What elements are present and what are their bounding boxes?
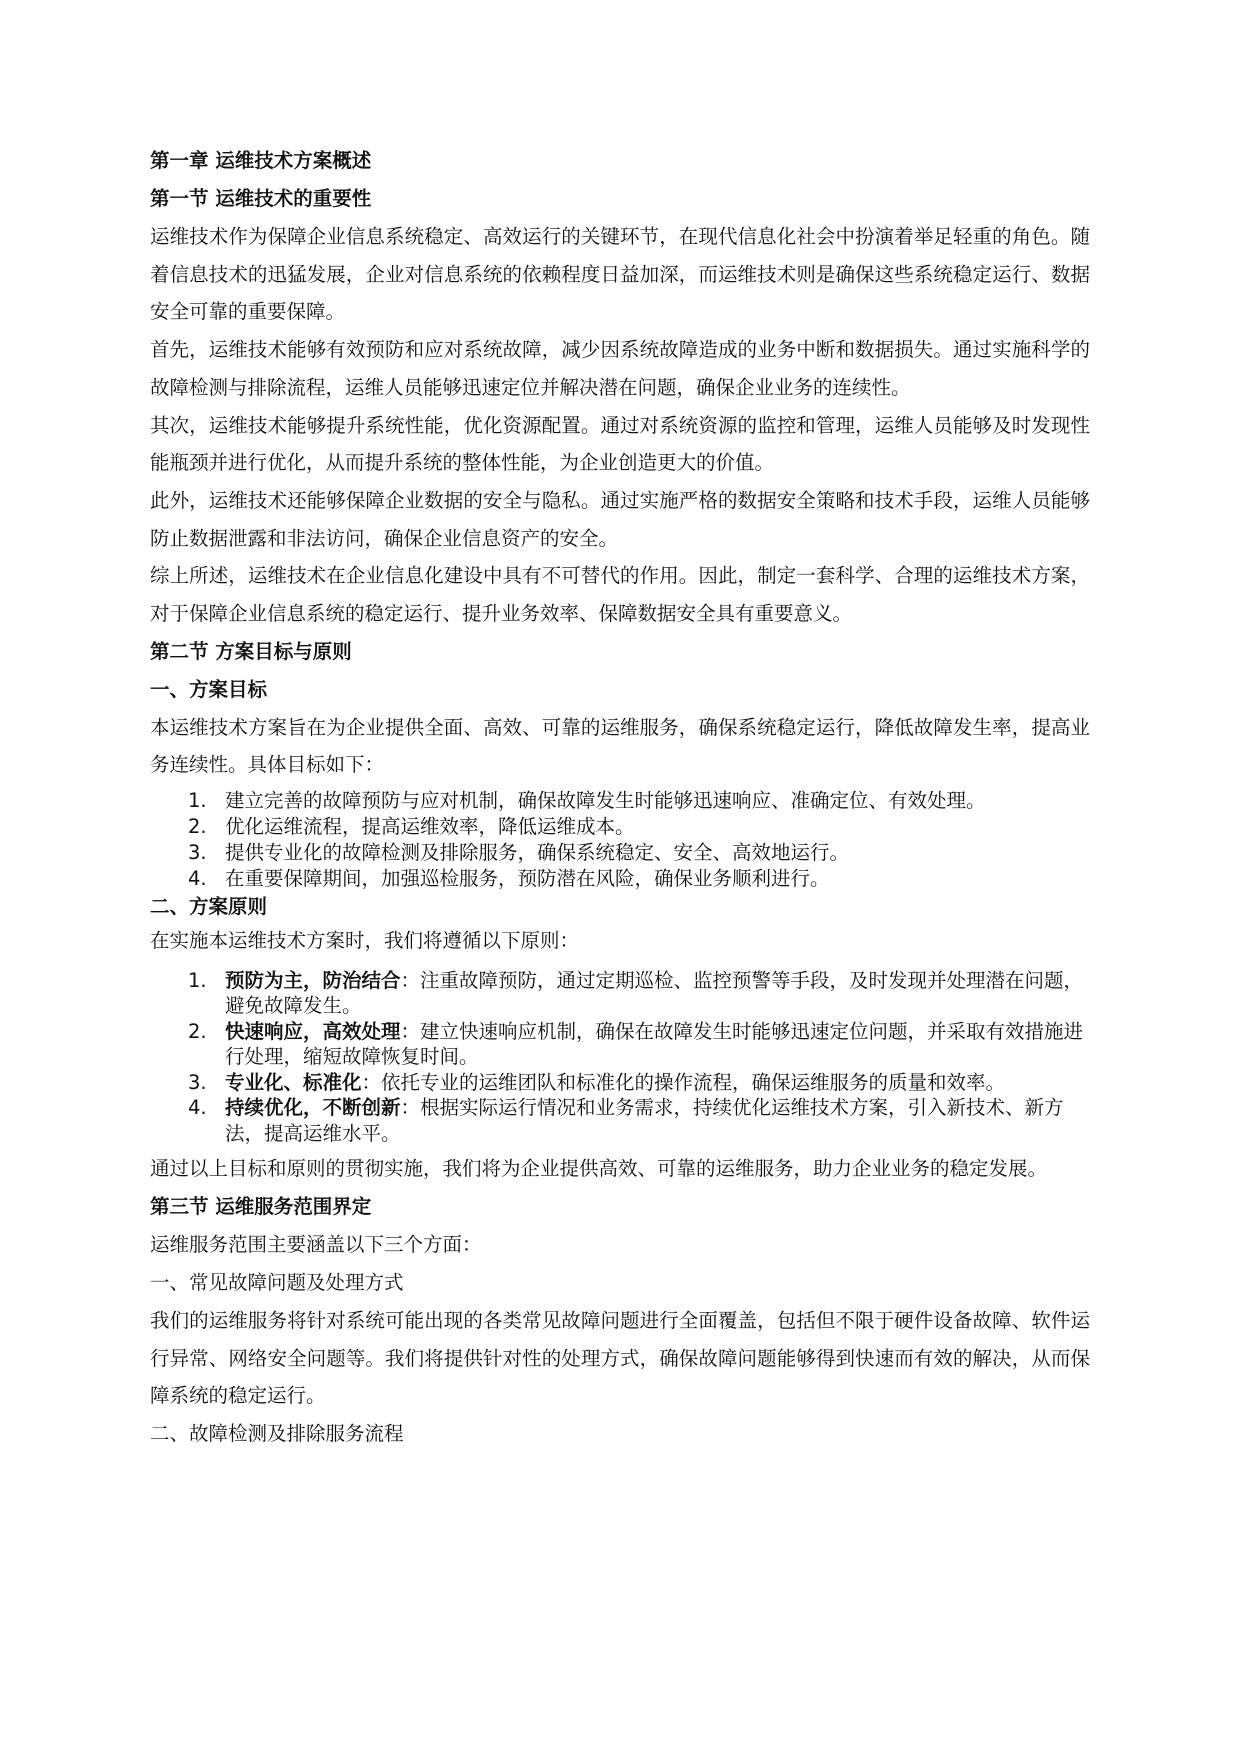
section-title: 第三节 运维服务范围界定 [150, 1195, 372, 1219]
principle-term: 预防为主，防治结合 [225, 968, 401, 992]
principles-list [150, 968, 1090, 1147]
list-item [150, 840, 1090, 866]
list-item [150, 1070, 1090, 1096]
document-page [150, 142, 1090, 1453]
list-number: 2. [188, 815, 207, 839]
paragraph: 我们的运维服务将针对系统可能出现的各类常见故障问题进行全面覆盖，包括但不限于硬件设备故障、软件运行异常、网络安全问题等。我们将提供针对性的处理方式，确保故障问题能够得到快速而有效的解决，从而保障系统的稳定运行。 [150, 1309, 1090, 1408]
paragraph: 此外，运维技术还能够保障企业数据的安全与隐私。通过实施严格的数据安全策略和技术手段，运维人员能够防止数据泄露和非法访问，确保企业信息资产的安全。 [150, 488, 1090, 550]
chapter-title: 第一章 运维技术方案概述 [150, 149, 372, 172]
list-item [150, 1019, 1090, 1070]
list-number: 4. [188, 1096, 207, 1120]
subsection-heading: 一、方案目标 [150, 677, 268, 701]
list-number: 1. [188, 968, 207, 992]
paragraph: 运维服务范围主要涵盖以下三个方面： [150, 1233, 482, 1257]
paragraph: 首先，运维技术能够有效预防和应对系统故障，减少因系统故障造成的业务中断和数据损失。通过实施科学的故障检测与排除流程，运维人员能够迅速定位并解决潜在问题，确保企业业务的连续性。 [150, 338, 1090, 399]
list-item-text: ：根据实际运行情况和业务需求，持续优化运维技术方案，引入新技术、新方法，提高运维水平。 [225, 1096, 1064, 1145]
subsection-heading: 一、常见故障问题及处理方式 [150, 1271, 404, 1295]
paragraph: 其次，运维技术能够提升系统性能，优化资源配置。通过对系统资源的监控和管理，运维人员能够及时发现性能瓶颈并进行优化，从而提升系统的整体性能，为企业创造更大的价值。 [150, 413, 1090, 475]
list-item-text: 优化运维流程，提高运维效率，降低运维成本。 [225, 815, 635, 839]
paragraph: 综上所述，运维技术在企业信息化建设中具有不可替代的作用。因此，制定一套科学、合理的运维技术方案，对于保障企业信息系统的稳定运行、提升业务效率、保障数据安全具有重要意义。 [150, 564, 1090, 626]
list-item [150, 1095, 1090, 1146]
principle-term: 快速响应，高效处理 [225, 1019, 401, 1043]
list-item [150, 788, 1090, 814]
goals-list [150, 788, 1090, 892]
list-item-text: ：依托专业的运维团队和标准化的操作流程，确保运维服务的质量和效率。 [361, 1070, 1006, 1094]
subsection-heading: 二、方案原则 [150, 895, 268, 919]
list-item [150, 968, 1090, 1019]
list-number: 3. [188, 841, 207, 865]
list-item-text: 建立完善的故障预防与应对机制，确保故障发生时能够迅速响应、准确定位、有效处理。 [225, 789, 986, 813]
list-item-text: ：注重故障预防，通过定期巡检、监控预警等手段，及时发现并处理潜在问题，避免故障发生。 [225, 968, 1084, 1018]
list-number: 3. [188, 1070, 207, 1094]
paragraph: 在实施本运维技术方案时，我们将遵循以下原则： [150, 929, 580, 953]
paragraph: 通过以上目标和原则的贯彻实施，我们将为企业提供高效、可靠的运维服务，助力企业业务的稳定发展。 [150, 1157, 1048, 1181]
list-item-text: 提供专业化的故障检测及排除服务，确保系统稳定、安全、高效地运行。 [225, 841, 850, 865]
paragraph: 本运维技术方案旨在为企业提供全面、高效、可靠的运维服务，确保系统稳定运行，降低故障发生率，提高业务连续性。具体目标如下： [150, 715, 1090, 777]
section-title: 第一节 运维技术的重要性 [150, 187, 372, 210]
list-item [150, 814, 1090, 840]
list-item-text: 在重要保障期间，加强巡检服务，预防潜在风险，确保业务顺利进行。 [225, 867, 830, 891]
list-number: 1. [188, 789, 207, 813]
list-number: 4. [188, 867, 207, 891]
paragraph: 运维技术作为保障企业信息系统稳定、高效运行的关键环节，在现代信息化社会中扮演着举足轻重的角色。随着信息技术的迅猛发展，企业对信息系统的依赖程度日益加深，而运维技术则是确保这些系统稳定运行、数据安全可靠的重要保障。 [150, 225, 1090, 324]
list-number: 2. [188, 1019, 207, 1043]
list-item [150, 866, 1090, 892]
list-item-text: ：建立快速响应机制，确保在故障发生时能够迅速定位问题，并采取有效措施进行处理，缩短故障恢复时间。 [225, 1019, 1084, 1069]
principle-term: 专业化、标准化 [225, 1070, 362, 1094]
subsection-heading: 二、故障检测及排除服务流程 [150, 1422, 404, 1446]
section-title: 第二节 方案目标与原则 [150, 639, 352, 663]
principle-term: 持续优化，不断创新 [225, 1096, 401, 1120]
